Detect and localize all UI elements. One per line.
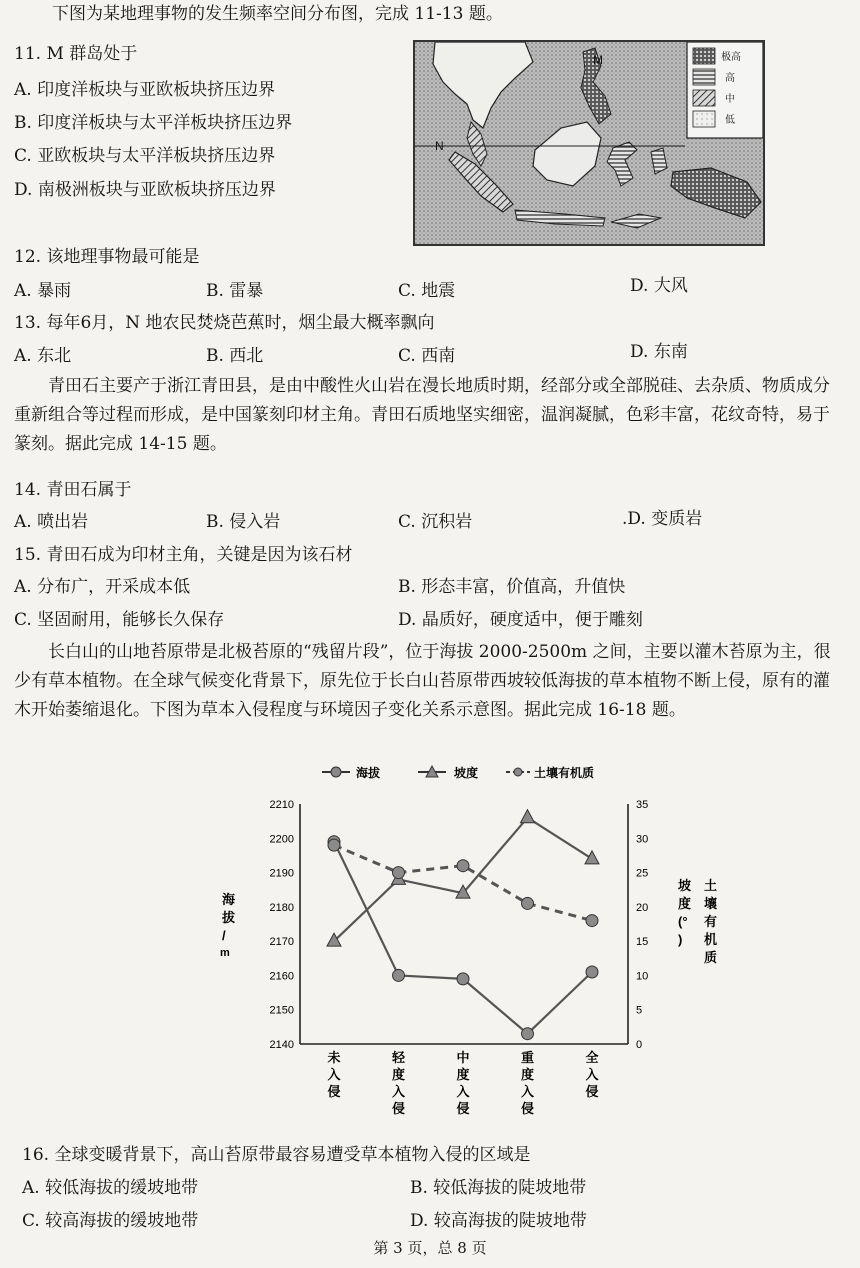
x-tick-label: 轻度入侵 [391,1050,406,1116]
y-right-tick: 0 [636,1039,643,1051]
legend-label-high: 高 [725,73,735,84]
legend-label-soil: 土壤有机质 [534,766,595,780]
y-left-tick: 2170 [269,936,294,949]
y-left-tick: 2160 [269,970,294,983]
y-right-tick: 15 [636,936,649,949]
legend-swatch-low [693,111,715,127]
legend-marker-elevation [331,767,341,777]
series-point-2 [522,897,534,909]
legend-swatch-mid [693,90,715,106]
legend-label-low: 低 [725,115,735,126]
series-line-2 [334,845,592,920]
legend-marker-soil [514,768,522,776]
series-point-2 [393,867,405,879]
y-left-tick: 2180 [269,901,294,914]
y-right-label-soil: 土壤有机质 [704,878,718,965]
q15-option-a: A. 分布广，开采成本低 [14,577,191,597]
page-footer: 第 3 页，总 8 页 [373,1239,487,1257]
q13-option-c: C. 西南 [398,346,456,366]
y-left-tick: 2210 [269,799,294,811]
x-tick-label: 未入侵 [327,1050,341,1099]
label-n: N [435,139,444,153]
series-point-2 [328,839,340,851]
legend-swatch-high [693,69,715,85]
q12-option-b: B. 雷暴 [206,281,264,301]
map-svg [415,42,763,244]
legend-label-slope: 坡度 [454,766,479,780]
q12-option-c: C. 地震 [398,281,456,301]
y-left-label: 海拔/ m [220,892,236,959]
y-right-tick: 10 [636,970,649,983]
q16-option-d: D. 较高海拔的陡坡地带 [410,1211,587,1231]
q14-stem: 14. 青田石属于 [14,480,132,500]
q16-option-b: B. 较低海拔的陡坡地带 [410,1178,587,1198]
series-point-0 [522,1028,534,1040]
passage-14-15: 青田石主要产于浙江青田县，是由中酸性火山岩在漫长地质时期，经部分或全部脱硅、去杂质、物质成分重新组合等过程而形成，是中国篆刻印材主角。青田石质地坚实细密，温润凝腻，色彩丰富，花纹奇特，易于篆刻。据此完成 14-15 题。 [14,376,830,454]
q12-option-d: D. 大风 [630,276,688,296]
legend-label-extreme: 极高 [721,52,741,63]
q14-option-d: .D. 变质岩 [622,509,703,529]
series-point-0 [586,966,598,978]
q16-stem: 16. 全球变暖背景下，高山苔原带最容易遭受草本植物入侵的区域是 [22,1145,531,1165]
series-point-0 [457,973,469,985]
q11-option-c: C. 亚欧板块与太平洋板块挤压边界 [14,146,276,166]
x-tick-label: 中度入侵 [456,1050,470,1116]
q11-option-d: D. 南极洲板块与亚欧板块挤压边界 [14,180,276,200]
invasion-chart [210,764,730,1134]
q15-option-c: C. 坚固耐用，能够长久保存 [14,610,225,630]
q14-option-c: C. 沉积岩 [398,512,473,532]
legend-label-elevation: 海拔 [356,766,381,780]
series-point-2 [457,860,469,872]
q11-stem: 11. M 群岛处于 [14,44,138,64]
q15-stem: 15. 青田石成为印材主角，关键是因为该石材 [14,545,353,565]
x-tick-label: 重度入侵 [520,1050,535,1116]
series-point-2 [586,915,598,927]
passage-16-18: 长白山的山地苔原带是北极苔原的“残留片段”，位于海拔 2000-2500m 之间，主要以灌木苔原为主，很少有草本植物。在全球气候变化背景下，原先位于长白山苔原带西坡较低海拔的草本植物不断上侵，原有的灌木开始萎缩退化。下图为草本入侵程度与环境因子变化关系示意图。据此完成 16-18 题。 [14,642,831,720]
q13-option-b: B. 西北 [206,346,264,366]
y-right-tick: 25 [636,867,649,880]
q14-option-b: B. 侵入岩 [206,512,281,532]
q11-option-a: A. 印度洋板块与亚欧板块挤压边界 [14,80,276,100]
q12-option-a: A. 暴雨 [14,281,72,301]
y-right-label-slope: 坡度(° ) [678,878,692,947]
series-point-1 [585,851,599,864]
q15-option-b: B. 形态丰富，价值高，升值快 [398,577,626,597]
y-left-tick: 2200 [269,833,294,846]
q14-option-a: A. 喷出岩 [14,512,89,532]
y-left-tick: 2150 [269,1004,294,1017]
y-right-tick: 35 [636,799,649,811]
q13-option-d: D. 东南 [630,342,688,362]
q12-stem: 12. 该地理事物最可能是 [14,247,200,267]
q16-option-c: C. 较高海拔的缓坡地带 [22,1211,199,1231]
q13-option-a: A. 东北 [14,346,72,366]
frequency-map [413,40,765,246]
y-right-tick: 5 [636,1004,643,1017]
q11-option-b: B. 印度洋板块与太平洋板块挤压边界 [14,113,293,133]
y-left-tick: 2190 [269,867,294,880]
q15-option-d: D. 晶质好，硬度适中，便于雕刻 [398,610,643,630]
q16-option-a: A. 较低海拔的缓坡地带 [22,1178,199,1198]
y-right-tick: 20 [636,901,649,914]
label-m: M [593,53,603,67]
q13-stem: 13. 每年6月，N 地农民焚烧芭蕉时，烟尘最大概率飘向 [14,313,435,333]
legend-swatch-extreme [693,48,715,64]
intro-11-13: 下图为某地理事物的发生频率空间分布图，完成 11-13 题。 [52,4,503,24]
x-tick-label: 全入侵 [585,1050,599,1099]
series-point-0 [393,969,405,981]
series-point-1 [521,810,535,823]
y-right-tick: 30 [636,833,649,846]
legend-label-mid: 中 [725,94,735,105]
y-left-tick: 2140 [269,1039,294,1051]
